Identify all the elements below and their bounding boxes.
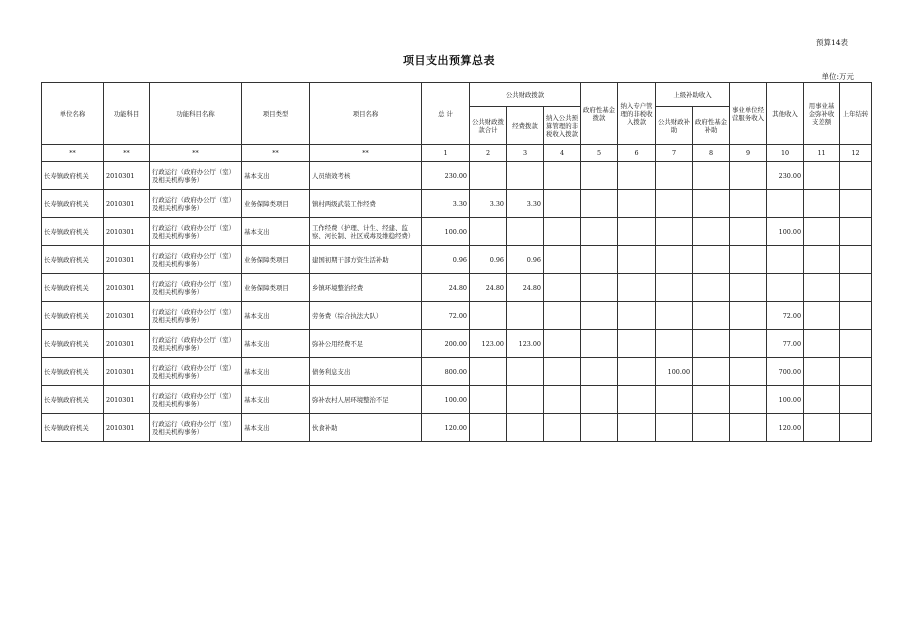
cell-special-nontax [618, 358, 656, 386]
cell-pf-nontax [544, 358, 581, 386]
cell-pf-total: 123.00 [470, 330, 507, 358]
cell-special-nontax [618, 190, 656, 218]
cell-func-code: 2010301 [104, 246, 150, 274]
cell-us-fund [693, 414, 730, 442]
cell-biz-service [730, 246, 767, 274]
cell-project-type: 业务保障类项目 [242, 246, 310, 274]
cell-us-finance [656, 274, 693, 302]
table-row [42, 414, 872, 442]
cell-carry-over [840, 414, 872, 442]
cell-pf-nontax [544, 162, 581, 190]
cell-project-type: 基本支出 [242, 302, 310, 330]
cell-pf-funding [507, 218, 544, 246]
col-us-fund: 政府性基金补助 [693, 107, 730, 145]
cell-pf-total [470, 414, 507, 442]
cell-carry-over [840, 274, 872, 302]
cell-other-income [767, 246, 804, 274]
col-gov-fund: 政府性基金拨款 [581, 83, 618, 145]
cell-pf-nontax [544, 190, 581, 218]
cell-us-finance [656, 218, 693, 246]
cell-special-nontax [618, 246, 656, 274]
cell-biz-service [730, 218, 767, 246]
index-cell: 6 [618, 145, 656, 162]
cell-func-code: 2010301 [104, 218, 150, 246]
cell-special-nontax [618, 414, 656, 442]
cell-func-code: 2010301 [104, 330, 150, 358]
cell-pf-nontax [544, 218, 581, 246]
cell-pf-funding: 0.96 [507, 246, 544, 274]
index-cell: 10 [767, 145, 804, 162]
col-pf-nontax: 纳入公共预算管理的非税收入拨款 [544, 107, 581, 145]
cell-project-type: 基本支出 [242, 162, 310, 190]
cell-special-nontax [618, 302, 656, 330]
col-project-name: 项目名称 [310, 83, 422, 145]
table-row [42, 246, 872, 274]
cell-project-name: 债务利息支出 [310, 358, 422, 386]
cell-biz-service [730, 386, 767, 414]
cell-pf-funding: 24.80 [507, 274, 544, 302]
cell-unit-name: 长寿镇政府机关 [42, 162, 104, 190]
cell-other-income [767, 190, 804, 218]
cell-pf-total: 24.80 [470, 274, 507, 302]
cell-project-name: 镇村两级武装工作经费 [310, 190, 422, 218]
cell-func-name: 行政运行（政府办公厅（室）及相关机构事务） [150, 302, 242, 330]
cell-total: 120.00 [422, 414, 470, 442]
cell-special-nontax [618, 274, 656, 302]
cell-reserve-fund [804, 190, 840, 218]
index-cell: ** [310, 145, 422, 162]
cell-carry-over [840, 386, 872, 414]
cell-us-fund [693, 190, 730, 218]
cell-us-finance: 100.00 [656, 358, 693, 386]
col-other-income: 其他收入 [767, 83, 804, 145]
cell-total: 24.80 [422, 274, 470, 302]
cell-us-finance [656, 246, 693, 274]
index-cell: 8 [693, 145, 730, 162]
index-cell: 9 [730, 145, 767, 162]
cell-project-name: 建国初期干部方资生活补助 [310, 246, 422, 274]
cell-biz-service [730, 330, 767, 358]
cell-pf-nontax [544, 302, 581, 330]
index-cell: 5 [581, 145, 618, 162]
cell-unit-name: 长寿镇政府机关 [42, 246, 104, 274]
cell-project-type: 业务保障类项目 [242, 190, 310, 218]
cell-total: 72.00 [422, 302, 470, 330]
cell-us-fund [693, 162, 730, 190]
cell-us-fund [693, 386, 730, 414]
cell-project-name: 弥补农村人居环境整治不足 [310, 386, 422, 414]
cell-pf-funding: 123.00 [507, 330, 544, 358]
col-group-upper-subsidy: 上级补助收入 [656, 83, 730, 107]
cell-other-income: 100.00 [767, 218, 804, 246]
table-row [42, 330, 872, 358]
cell-reserve-fund [804, 162, 840, 190]
col-biz-service: 事业单位经营服务收入 [730, 83, 767, 145]
index-cell: 11 [804, 145, 840, 162]
cell-us-fund [693, 358, 730, 386]
table-row [42, 358, 872, 386]
cell-reserve-fund [804, 218, 840, 246]
col-group-public-finance: 公共财政拨款 [470, 83, 581, 107]
cell-gov-fund [581, 386, 618, 414]
index-cell: ** [150, 145, 242, 162]
index-cell: 4 [544, 145, 581, 162]
cell-us-fund [693, 218, 730, 246]
table-row [42, 190, 872, 218]
col-pf-funding: 经费拨款 [507, 107, 544, 145]
cell-other-income: 72.00 [767, 302, 804, 330]
cell-special-nontax [618, 386, 656, 414]
cell-us-finance [656, 386, 693, 414]
table-row [42, 302, 872, 330]
index-cell: ** [242, 145, 310, 162]
cell-total: 100.00 [422, 218, 470, 246]
cell-func-name: 行政运行（政府办公厅（室）及相关机构事务） [150, 162, 242, 190]
unit-label: 单位:万元 [821, 72, 854, 81]
index-cell: 1 [422, 145, 470, 162]
cell-project-type: 基本支出 [242, 358, 310, 386]
cell-project-type: 基本支出 [242, 414, 310, 442]
cell-project-type: 基本支出 [242, 218, 310, 246]
cell-gov-fund [581, 330, 618, 358]
cell-unit-name: 长寿镇政府机关 [42, 358, 104, 386]
cell-func-name: 行政运行（政府办公厅（室）及相关机构事务） [150, 190, 242, 218]
cell-func-name: 行政运行（政府办公厅（室）及相关机构事务） [150, 358, 242, 386]
cell-project-name: 乡镇环境整治经费 [310, 274, 422, 302]
index-cell: 12 [840, 145, 872, 162]
table-row [42, 162, 872, 190]
col-func-name: 功能科目名称 [150, 83, 242, 145]
cell-project-type: 基本支出 [242, 386, 310, 414]
cell-project-name: 伙食补助 [310, 414, 422, 442]
budget-table [41, 82, 872, 442]
cell-unit-name: 长寿镇政府机关 [42, 274, 104, 302]
cell-us-fund [693, 274, 730, 302]
cell-total: 3.30 [422, 190, 470, 218]
cell-func-code: 2010301 [104, 386, 150, 414]
table-row [42, 218, 872, 246]
cell-other-income: 700.00 [767, 358, 804, 386]
col-us-finance: 公共财政补助 [656, 107, 693, 145]
col-carry-over: 上年结转 [840, 83, 872, 145]
cell-us-finance [656, 414, 693, 442]
table-body [42, 162, 872, 442]
cell-total: 800.00 [422, 358, 470, 386]
cell-us-finance [656, 190, 693, 218]
cell-us-finance [656, 302, 693, 330]
cell-func-name: 行政运行（政府办公厅（室）及相关机构事务） [150, 274, 242, 302]
cell-pf-total [470, 162, 507, 190]
cell-reserve-fund [804, 330, 840, 358]
cell-us-fund [693, 302, 730, 330]
cell-pf-total [470, 386, 507, 414]
cell-carry-over [840, 162, 872, 190]
index-cell: ** [104, 145, 150, 162]
cell-total: 100.00 [422, 386, 470, 414]
cell-pf-funding: 3.30 [507, 190, 544, 218]
col-project-type: 项目类型 [242, 83, 310, 145]
cell-us-fund [693, 330, 730, 358]
cell-func-code: 2010301 [104, 358, 150, 386]
cell-unit-name: 长寿镇政府机关 [42, 190, 104, 218]
cell-project-name: 劳务费（综合执法大队） [310, 302, 422, 330]
cell-project-name: 工作经费（护理、计生、经建、监察、河长制、社区戒毒及维稳经费） [310, 218, 422, 246]
cell-total: 230.00 [422, 162, 470, 190]
cell-other-income: 77.00 [767, 330, 804, 358]
cell-other-income [767, 274, 804, 302]
cell-other-income: 230.00 [767, 162, 804, 190]
form-number: 预算14表 [815, 38, 848, 47]
cell-carry-over [840, 302, 872, 330]
cell-pf-total [470, 358, 507, 386]
col-func-code: 功能科目 [104, 83, 150, 145]
index-row [42, 145, 872, 162]
cell-total: 0.96 [422, 246, 470, 274]
cell-func-name: 行政运行（政府办公厅（室）及相关机构事务） [150, 330, 242, 358]
cell-reserve-fund [804, 358, 840, 386]
cell-project-type: 基本支出 [242, 330, 310, 358]
cell-us-fund [693, 246, 730, 274]
cell-gov-fund [581, 190, 618, 218]
cell-pf-nontax [544, 330, 581, 358]
table-row [42, 386, 872, 414]
col-unit-name: 单位名称 [42, 83, 104, 145]
cell-unit-name: 长寿镇政府机关 [42, 218, 104, 246]
col-total: 总 计 [422, 83, 470, 145]
cell-reserve-fund [804, 274, 840, 302]
cell-project-name: 人员绩效考核 [310, 162, 422, 190]
cell-gov-fund [581, 246, 618, 274]
cell-us-finance [656, 330, 693, 358]
cell-biz-service [730, 302, 767, 330]
cell-pf-total: 3.30 [470, 190, 507, 218]
cell-other-income: 120.00 [767, 414, 804, 442]
cell-func-name: 行政运行（政府办公厅（室）及相关机构事务） [150, 218, 242, 246]
cell-gov-fund [581, 162, 618, 190]
cell-func-code: 2010301 [104, 302, 150, 330]
cell-pf-funding [507, 302, 544, 330]
cell-unit-name: 长寿镇政府机关 [42, 414, 104, 442]
cell-special-nontax [618, 330, 656, 358]
index-cell: 2 [470, 145, 507, 162]
cell-reserve-fund [804, 246, 840, 274]
cell-pf-nontax [544, 414, 581, 442]
cell-func-code: 2010301 [104, 414, 150, 442]
cell-pf-total [470, 302, 507, 330]
cell-func-name: 行政运行（政府办公厅（室）及相关机构事务） [150, 246, 242, 274]
cell-special-nontax [618, 218, 656, 246]
cell-gov-fund [581, 414, 618, 442]
cell-pf-funding [507, 162, 544, 190]
cell-pf-funding [507, 414, 544, 442]
cell-biz-service [730, 358, 767, 386]
cell-carry-over [840, 218, 872, 246]
cell-reserve-fund [804, 302, 840, 330]
cell-special-nontax [618, 162, 656, 190]
cell-carry-over [840, 358, 872, 386]
index-cell: 3 [507, 145, 544, 162]
cell-biz-service [730, 190, 767, 218]
cell-pf-total [470, 218, 507, 246]
cell-func-name: 行政运行（政府办公厅（室）及相关机构事务） [150, 386, 242, 414]
cell-gov-fund [581, 274, 618, 302]
cell-reserve-fund [804, 386, 840, 414]
cell-pf-nontax [544, 386, 581, 414]
cell-gov-fund [581, 218, 618, 246]
col-special-nontax: 纳入专户管理的非税收入拨款 [618, 83, 656, 145]
cell-func-name: 行政运行（政府办公厅（室）及相关机构事务） [150, 414, 242, 442]
cell-unit-name: 长寿镇政府机关 [42, 386, 104, 414]
page-title: 项目支出预算总表 [403, 54, 495, 67]
cell-gov-fund [581, 358, 618, 386]
cell-gov-fund [581, 302, 618, 330]
cell-pf-total: 0.96 [470, 246, 507, 274]
cell-unit-name: 长寿镇政府机关 [42, 302, 104, 330]
cell-func-code: 2010301 [104, 190, 150, 218]
cell-pf-funding [507, 386, 544, 414]
cell-other-income: 100.00 [767, 386, 804, 414]
cell-carry-over [840, 330, 872, 358]
cell-total: 200.00 [422, 330, 470, 358]
cell-us-finance [656, 162, 693, 190]
index-cell: 7 [656, 145, 693, 162]
cell-pf-nontax [544, 246, 581, 274]
cell-reserve-fund [804, 414, 840, 442]
cell-unit-name: 长寿镇政府机关 [42, 330, 104, 358]
table-row [42, 274, 872, 302]
cell-carry-over [840, 246, 872, 274]
cell-pf-nontax [544, 274, 581, 302]
cell-biz-service [730, 162, 767, 190]
cell-project-name: 弥补公用经费不足 [310, 330, 422, 358]
cell-carry-over [840, 190, 872, 218]
cell-pf-funding [507, 358, 544, 386]
cell-func-code: 2010301 [104, 274, 150, 302]
col-reserve-fund: 用事业基金弥补收支差额 [804, 83, 840, 145]
index-cell: ** [42, 145, 104, 162]
cell-biz-service [730, 274, 767, 302]
cell-biz-service [730, 414, 767, 442]
cell-func-code: 2010301 [104, 162, 150, 190]
cell-project-type: 业务保障类项目 [242, 274, 310, 302]
col-pf-total: 公共财政拨款合计 [470, 107, 507, 145]
